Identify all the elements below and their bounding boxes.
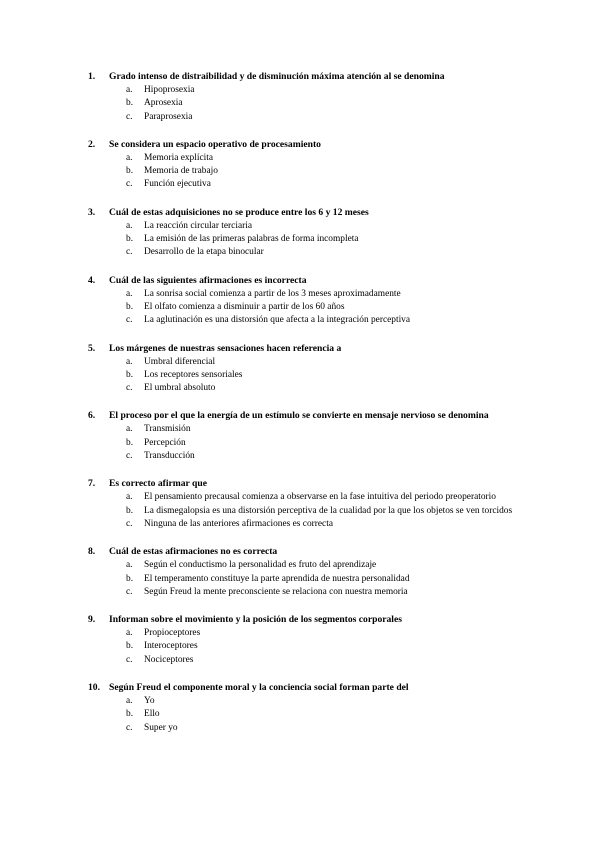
- answer-option: [88, 491, 528, 504]
- option-text: Memoria de trabajo: [144, 166, 218, 177]
- answer-option: [88, 220, 528, 233]
- option-letter: a.: [126, 85, 133, 95]
- answer-option: [88, 178, 528, 191]
- option-text: El olfato comienza a disminuir a partir de los 60 años: [144, 301, 345, 312]
- option-letter: c.: [126, 451, 133, 462]
- option-letter: a.: [126, 696, 133, 707]
- option-text: Interoceptores: [144, 641, 198, 652]
- question: [88, 138, 528, 192]
- answer-option: [88, 314, 528, 327]
- option-letter: b.: [126, 641, 134, 652]
- option-letter: c.: [126, 247, 133, 258]
- option-letter: a.: [126, 152, 133, 163]
- option-text: Ninguna de las anteriores afirmaciones es correcta: [144, 518, 333, 529]
- answer-option: [88, 382, 528, 395]
- option-text: La aglutinación es una distorsión que afecta a la integración perceptiva: [144, 315, 411, 326]
- answer-option: [88, 246, 528, 259]
- option-letter: a.: [126, 288, 133, 299]
- question-number: 10.: [88, 682, 100, 694]
- option-list: [88, 84, 528, 124]
- option-text: Desarrollo de la etapa binocular: [144, 247, 264, 258]
- option-letter: b.: [126, 369, 134, 380]
- answer-option: [88, 708, 528, 721]
- answer-option: [88, 437, 528, 450]
- question: [88, 206, 528, 260]
- option-text: Según Freud la mente preconsciente se relaciona con nuestra memoria: [144, 586, 408, 597]
- question: [88, 477, 528, 531]
- question-number: 9.: [88, 614, 96, 626]
- option-letter: b.: [126, 709, 134, 720]
- answer-option: [88, 356, 528, 369]
- question-text: El proceso por el que la energía de un estímulo se convierte en mensaje nervioso se denomina: [109, 410, 489, 422]
- option-letter: c.: [126, 315, 133, 326]
- option-list: [88, 423, 528, 463]
- option-text: Función ejecutiva: [144, 179, 211, 190]
- answer-option: [88, 233, 528, 246]
- option-letter: b.: [126, 301, 134, 312]
- question-number: 2.: [88, 138, 96, 150]
- question-text: Cuál de estas adquisiciones no se produce entre los 6 y 12 meses: [109, 206, 369, 218]
- option-letter: b.: [126, 98, 134, 109]
- option-text: La emisión de las primeras palabras de forma incompleta: [144, 234, 359, 245]
- question-text: Según Freud el componente moral y la conciencia social forman parte del: [109, 682, 409, 694]
- question-text: Informan sobre el movimiento y la posición de los segmentos corporales: [109, 614, 402, 626]
- answer-option: [88, 640, 528, 653]
- question-list: [88, 70, 528, 749]
- option-letter: a.: [126, 628, 133, 639]
- answer-option: [88, 84, 528, 97]
- question-number: 7.: [88, 478, 96, 490]
- answer-option: [88, 573, 528, 586]
- option-letter: a.: [126, 220, 133, 231]
- option-letter: c.: [126, 179, 133, 190]
- answer-option: [88, 152, 528, 165]
- question: [88, 545, 528, 599]
- answer-option: [88, 165, 528, 178]
- answer-option: [88, 505, 528, 518]
- question: [88, 274, 528, 328]
- question-heading: [88, 545, 528, 558]
- question-text: Grado intenso de distraibilidad y de disminución máxima atención al se denomina: [109, 71, 445, 82]
- option-text: Yo: [144, 696, 155, 707]
- option-letter: b.: [126, 234, 134, 245]
- question: [88, 409, 528, 463]
- question-number: 4.: [88, 274, 96, 286]
- question-number: 6.: [88, 410, 96, 422]
- option-text: Propioceptores: [144, 628, 201, 639]
- answer-option: [88, 450, 528, 463]
- question-number: 3.: [88, 206, 96, 218]
- question-heading: [88, 206, 528, 219]
- question: [88, 613, 528, 667]
- answer-option: [88, 288, 528, 301]
- option-text: El umbral absoluto: [144, 383, 216, 394]
- option-text: Ello: [144, 709, 160, 720]
- option-text: Aprosexia: [144, 98, 183, 109]
- question-heading: [88, 477, 528, 490]
- question-number: 1.: [88, 71, 96, 82]
- question-text: Cuál de estas afirmaciones no es correcta: [109, 546, 278, 558]
- option-list: [88, 695, 528, 735]
- option-text: Percepción: [144, 437, 186, 448]
- question-number: 8.: [88, 546, 96, 558]
- option-text: El temperamento constituye la parte aprendida de nuestra personalidad: [144, 573, 410, 584]
- answer-option: [88, 423, 528, 436]
- option-text: Transducción: [144, 451, 195, 462]
- question-heading: [88, 409, 528, 422]
- answer-option: [88, 627, 528, 640]
- question-text: Es correcto afirmar que: [109, 478, 207, 490]
- option-text: Según el conductismo la personalidad es fruto del aprendizaje: [144, 560, 377, 571]
- option-text: La reacción circular terciaria: [144, 220, 252, 231]
- question-number: 5.: [88, 342, 96, 354]
- answer-option: [88, 722, 528, 735]
- question-heading: [88, 681, 528, 694]
- question-text: Los márgenes de nuestras sensaciones hacen referencia a: [109, 342, 342, 354]
- answer-option: [88, 97, 528, 110]
- answer-option: [88, 301, 528, 314]
- answer-option: [88, 559, 528, 572]
- option-list: [88, 356, 528, 396]
- option-letter: a.: [126, 424, 133, 435]
- option-list: [88, 559, 528, 599]
- option-text: Hipoprosexia: [144, 85, 195, 95]
- option-text: Nociceptores: [144, 654, 194, 665]
- option-letter: b.: [126, 437, 134, 448]
- question-text: Cuál de las siguientes afirmaciones es incorrecta: [109, 274, 307, 286]
- question-heading: [88, 342, 528, 355]
- question-heading: [88, 138, 528, 151]
- question: [88, 681, 528, 735]
- option-text: Los receptores sensoriales: [144, 369, 243, 380]
- option-text: La dismegalopsia es una distorsión perceptiva de la cualidad por la que los objetos se ven torcidos: [144, 505, 513, 516]
- option-letter: c.: [126, 383, 133, 394]
- option-letter: a.: [126, 560, 133, 571]
- option-letter: c.: [126, 722, 133, 733]
- question-heading: [88, 274, 528, 287]
- option-list: [88, 627, 528, 667]
- question-heading: [88, 70, 528, 83]
- option-list: [88, 220, 528, 260]
- question-text: Se considera un espacio operativo de procesamiento: [109, 138, 321, 150]
- answer-option: [88, 369, 528, 382]
- option-text: Transmisión: [144, 424, 191, 435]
- option-list: [88, 288, 528, 328]
- option-letter: c.: [126, 111, 133, 122]
- question-heading: [88, 613, 528, 626]
- question: [88, 70, 528, 124]
- option-letter: b.: [126, 573, 134, 584]
- answer-option: [88, 518, 528, 531]
- option-text: Memoria explícita: [144, 152, 213, 163]
- option-letter: a.: [126, 356, 133, 367]
- option-list: [88, 152, 528, 192]
- answer-option: [88, 695, 528, 708]
- option-text: La sonrisa social comienza a partir de los 3 meses aproximadamente: [144, 288, 401, 299]
- answer-option: [88, 586, 528, 599]
- option-text: El pensamiento precausal comienza a observarse en la fase intuitiva del periodo preoperatorio: [144, 492, 496, 503]
- option-text: Paraprosexia: [144, 111, 193, 122]
- question: [88, 342, 528, 396]
- option-text: Super yo: [144, 722, 178, 733]
- option-letter: a.: [126, 492, 133, 503]
- option-letter: c.: [126, 518, 133, 529]
- option-letter: c.: [126, 654, 133, 665]
- option-letter: b.: [126, 505, 134, 516]
- option-letter: b.: [126, 166, 134, 177]
- option-text: Umbral diferencial: [144, 356, 216, 367]
- answer-option: [88, 111, 528, 124]
- option-list: [88, 491, 528, 531]
- option-letter: c.: [126, 586, 133, 597]
- answer-option: [88, 654, 528, 667]
